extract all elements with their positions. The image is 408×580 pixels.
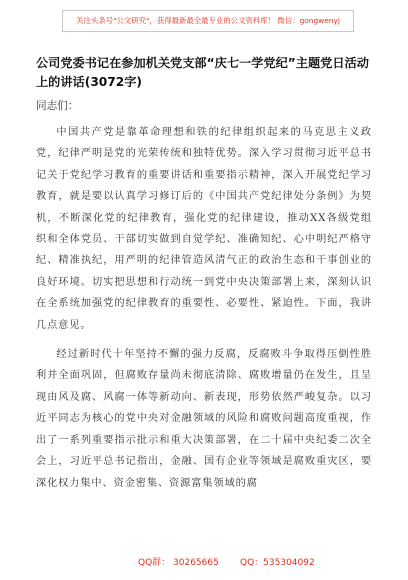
paragraph: 中国共产党是靠革命理想和铁的纪律组织起来的马克思主义政党，纪律严明是党的光荣传统和独特优势。深入学习贯彻习近平总书记关于党纪学习教育的重要讲话和重要指示精神，深入开展党纪学习教育，就是要以认真学习修订后的《中国共产党纪律处分条例》为契机，不断深化党的纪律教育，强化党的纪律建设，推动XX各级党组织和全体党员、干部切实做到自觉学纪、准确知纪、心中明纪严格守纪、精准执纪，用严明的纪律管造风清气正的政治生态和干事创业的良好环境。切实把思想和行动统一到党中央决策部署上来，深刻认识在全系统加强党的纪律教育的重要性、必要性、紧迫性。下面，我讲几点意见。 <box>36 127 372 331</box>
document-body <box>36 122 372 502</box>
salutation: 同志们： <box>36 100 79 112</box>
promo-banner: 关注头条号"公文研究"，获得最新最全最专业的公文资料库！ 微信：gongwenyj <box>62 10 354 32</box>
paragraph: 经过新时代十年坚持不懈的强力反腐，反腐败斗争取得压倒性胜利并全面巩固，但腐败存量尚未彻底清除、腐败增量仍在发生，且呈现由风及腐、风腐一体等新动向、新表现，形势依然严峻复杂。以习近平同志为核心的党中央对金融领域的风险和腐败问题高度重视，作出了一系列重要指示批示和重大决策部署，在二十届中央纪委二次全会上，习近平总书记指出，金融、国有企业等领域是腐败重灾区，要深化权力集中、资金密集、资源富集领域的腐 <box>36 349 372 489</box>
document-title: 公司党委书记在参加机关党支部“庆七一学党纪”主题党日活动上的讲话(3072字) <box>36 56 369 89</box>
qq-group-number: QQ群： 30265665 <box>138 558 219 568</box>
qq-contact-number: QQ：535304092 <box>240 558 315 568</box>
